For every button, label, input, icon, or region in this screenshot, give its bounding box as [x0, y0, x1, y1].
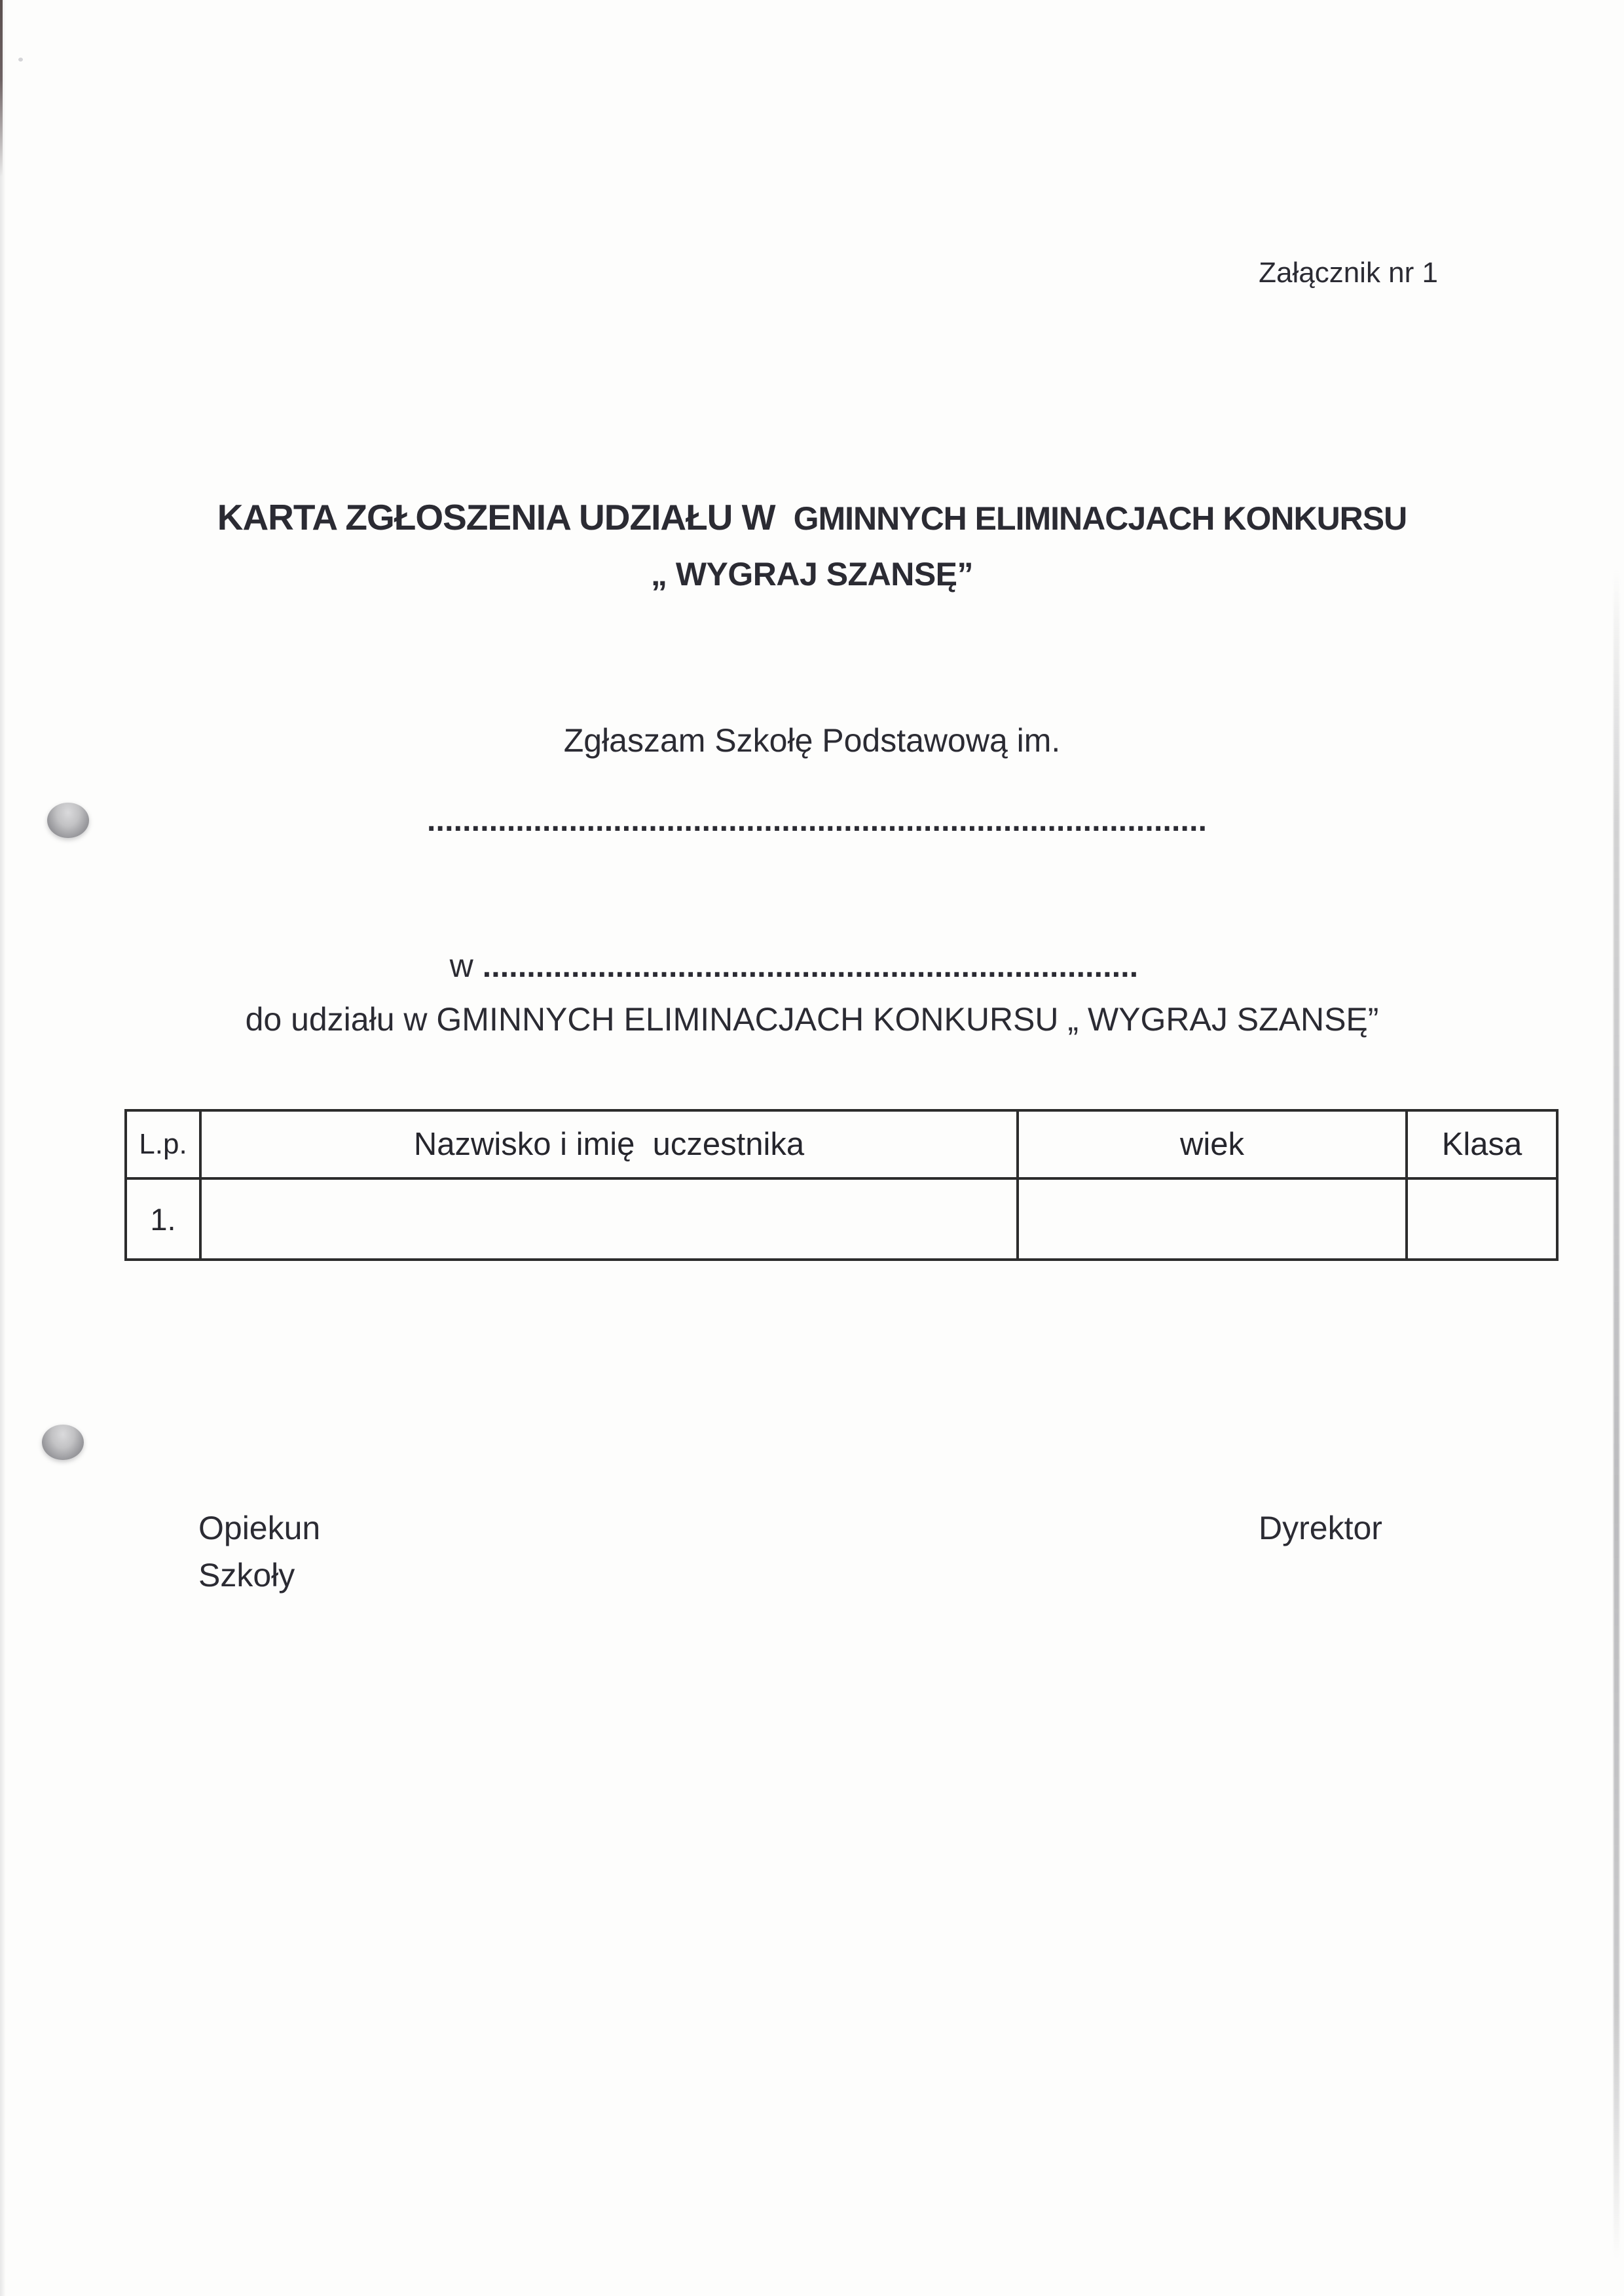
cell-age [1018, 1178, 1407, 1260]
signature-opiekun-line1: Opiekun [198, 1510, 321, 1546]
form-title-line2: „ WYGRAJ SZANSĘ” [650, 556, 974, 592]
form-title-line1 [0, 496, 1624, 538]
hole-punch-mark-bottom [42, 1425, 84, 1460]
location-prefix: w [449, 947, 473, 984]
scan-speck [18, 58, 23, 62]
location-dotted-line: .......................................................................... [482, 949, 1139, 984]
header-cell-class: Klasa [1407, 1110, 1557, 1178]
signature-opiekun-label [198, 1504, 320, 1599]
table-row [126, 1178, 1557, 1260]
signature-dyrektor-label: Dyrektor [1259, 1510, 1382, 1546]
participation-line: do udziału w GMINNYCH ELIMINACJACH KONKURSU „ WYGRAJ SZANSĘ” [245, 1001, 1379, 1038]
cell-class [1407, 1178, 1557, 1260]
header-cell-age: wiek [1018, 1110, 1407, 1178]
signature-opiekun-line2: Szkoły [198, 1557, 295, 1594]
form-title-line1-part2: GMINNYCH ELIMINACJACH KONKURSU [793, 500, 1407, 537]
declaration-line: Zgłaszam Szkołę Podstawową im. [563, 722, 1061, 759]
participants-table [124, 1109, 1559, 1261]
scan-right-edge-shadow [1614, 570, 1619, 2259]
scan-left-edge-shade [0, 0, 6, 2296]
form-title-line1-part1: KARTA ZGŁOSZENIA UDZIAŁU W [217, 497, 775, 538]
cell-name [200, 1178, 1018, 1260]
cell-lp: 1. [126, 1178, 200, 1260]
school-name-dotted-line: ........................................................................................ [427, 803, 1208, 838]
table-header-row [126, 1110, 1557, 1178]
scan-left-edge-mark [0, 0, 3, 177]
attachment-label: Załącznik nr 1 [1259, 257, 1438, 289]
hole-punch-mark-top [47, 803, 89, 838]
header-cell-name: Nazwisko i imię uczestnika [200, 1110, 1018, 1178]
header-cell-lp: L.p. [126, 1110, 200, 1178]
